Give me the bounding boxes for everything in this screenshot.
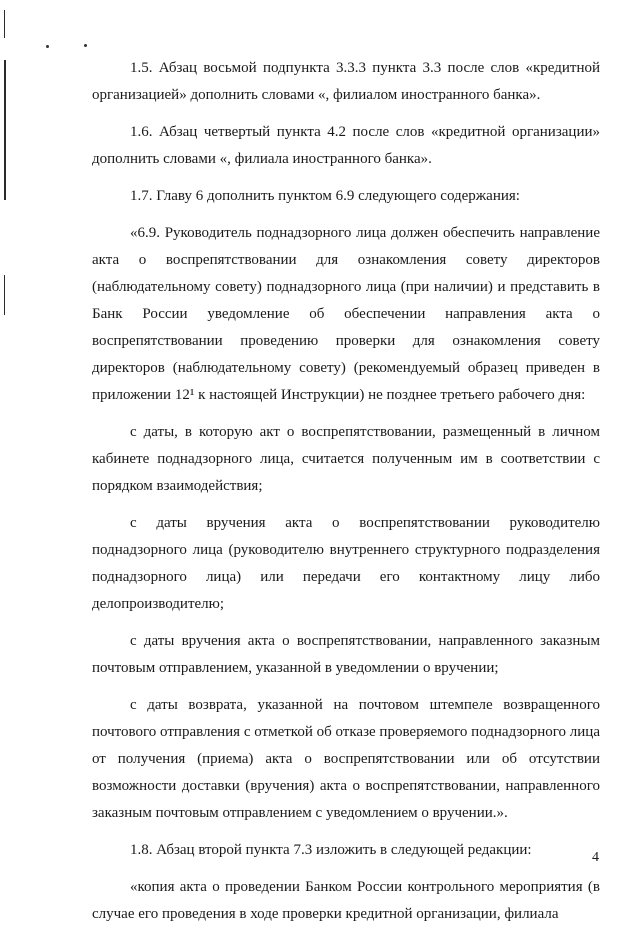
paragraph-copy-act: «копия акта о проведении Банком России контрольного мероприятия (в случае его проведения в ходе проверки кредитной организации, филиала	[92, 879, 600, 922]
scan-dot-right	[84, 44, 87, 47]
scan-edge-mark-middle	[4, 60, 6, 200]
paragraph-1-6: 1.6. Абзац четвертый пункта 4.2 после слов «кредитной организации» дополнить словами «, филиала иностранного банка».	[92, 124, 600, 167]
document-body	[92, 55, 600, 938]
paragraph-6-9: «6.9. Руководитель поднадзорного лица должен обеспечить направление акта о воспрепятствовании для ознакомления совету директоров (наблюдательному совету) поднадзорного лица (при наличии) и представить в Банк России уведомление об обеспечении направления акта о воспрепятствовании проведению проверки для ознакомления совету директоров (наблюдательному совету) (рекомендуемый образец приведен в приложении 12¹ к настоящей Инструкции) не позднее третьего рабочего дня:	[92, 225, 600, 403]
scan-edge-mark-top	[4, 10, 5, 38]
scan-edge-mark-lower	[4, 275, 5, 315]
paragraph-date-registered-mail: с даты вручения акта о воспрепятствовании, направленного заказным почтовым отправлением, указанной в уведомлении о вручении;	[92, 633, 600, 676]
page-number: 4	[592, 850, 599, 865]
scan-dot-left	[46, 45, 49, 48]
paragraph-date-return: с даты возврата, указанной на почтовом штемпеле возвращенного почтового отправления с отметкой об отказе проверяемого поднадзорного лица от получения (приема) акта о воспрепятствовании или об отсутствии возможности доставки (вручения) акта о воспрепятствовании, направленного заказным почтовым отправлением с уведомлением о вручении.».	[92, 697, 600, 821]
paragraph-1-8: 1.8. Абзац второй пункта 7.3 изложить в следующей редакции:	[130, 842, 532, 858]
paragraph-date-handover: с даты вручения акта о воспрепятствовании руководителю поднадзорного лица (руководителю внутреннего структурного подразделения поднадзорного лица) или передачи его контактному лицу либо делопроизводителю;	[92, 515, 600, 612]
paragraph-1-5: 1.5. Абзац восьмой подпункта 3.3.3 пункта 3.3 после слов «кредитной организацией» дополнить словами «, филиалом иностранного банка».	[92, 60, 600, 103]
paragraph-date-cabinet: с даты, в которую акт о воспрепятствовании, размещенный в личном кабинете поднадзорного лица, считается полученным им в соответствии с порядком взаимодействия;	[92, 424, 600, 494]
paragraph-1-7: 1.7. Главу 6 дополнить пунктом 6.9 следующего содержания:	[130, 188, 520, 204]
